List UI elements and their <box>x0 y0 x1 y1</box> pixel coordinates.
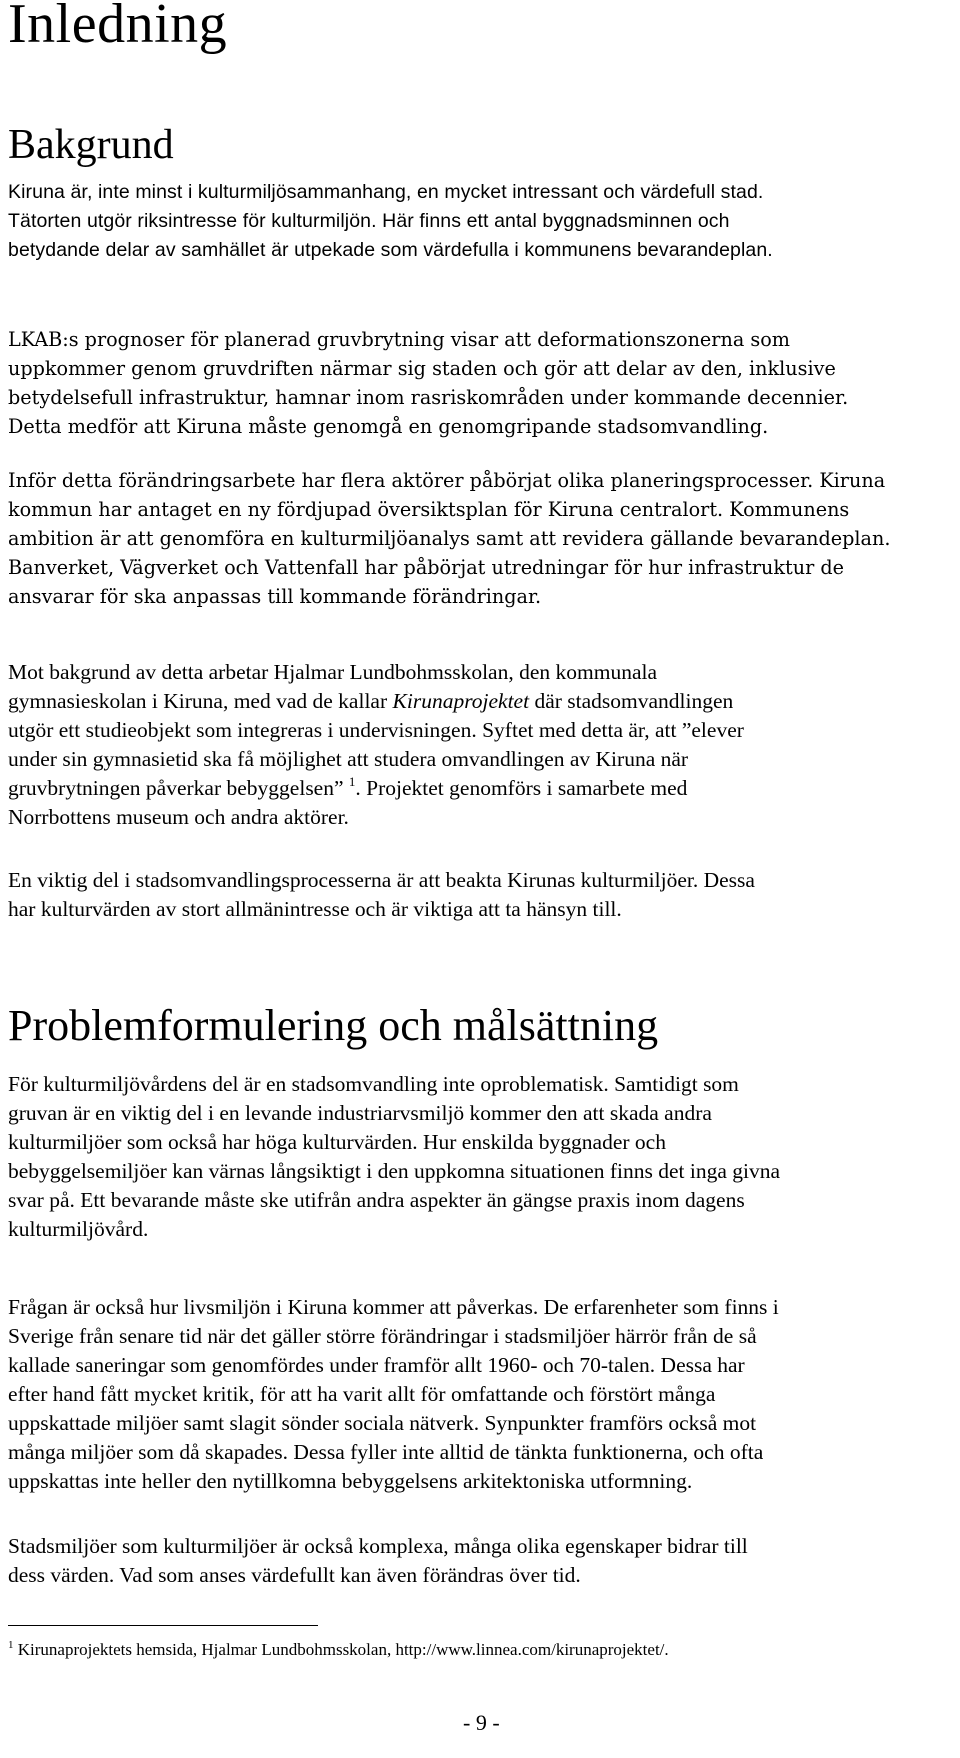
text-line: Mot bakgrund av detta arbetar Hjalmar Lundbohmsskolan, den kommunala <box>8 660 658 684</box>
paragraph-bakgrund-1 <box>8 178 958 265</box>
section-heading-bakgrund: Bakgrund <box>8 122 174 168</box>
text-line: Tätorten utgör riksintresse för kulturmiljön. Här finns ett antal byggnadsminnen och <box>8 210 730 232</box>
text-line: många miljöer som då skapades. Dessa fyller inte alltid de tänkta funktionerna, och ofta <box>8 1440 764 1464</box>
text-line: Inför detta förändringsarbete har flera aktörer påbörjat olika planeringsprocesser. Kiruna <box>8 469 886 492</box>
paragraph-bakgrund-3 <box>8 466 958 611</box>
text-line: gruvan är en viktig del i en levande industriarvsmiljö kommer den att skada andra <box>8 1101 712 1125</box>
footnote-reference[interactable]: 1 <box>348 774 356 789</box>
page-number: - 9 - <box>463 1710 500 1735</box>
text-line <box>8 774 958 803</box>
paragraph-problem-1 <box>8 1070 958 1244</box>
text-line: kulturmiljöer som också har höga kulturvärden. Hur enskilda byggnader och <box>8 1130 666 1154</box>
paragraph-bakgrund-5 <box>8 866 958 924</box>
paragraph-problem-2 <box>8 1293 958 1496</box>
text-line: bebyggelsemiljöer kan värnas långsiktigt i den uppkomna situationen finns det inga givna <box>8 1159 781 1183</box>
text-line: efter hand fått mycket kritik, för att ha varit allt för omfattande och förstört många <box>8 1382 716 1406</box>
text-segment: gruvbrytningen påverkar bebyggelsen” <box>8 776 349 800</box>
section-heading-problem: Problemformulering och målsättning <box>8 1001 659 1050</box>
text-line: ansvarar för ska anpassas till kommande förändringar. <box>8 585 542 608</box>
text-line: betydande delar av samhället är utpekade som värdefulla i kommunens bevarandeplan. <box>8 239 773 261</box>
paragraph-bakgrund-4 <box>8 658 958 832</box>
text-line: Norrbottens museum och andra aktörer. <box>8 805 349 829</box>
text-line: Stadsmiljöer som kulturmiljöer är också komplexa, många olika egenskaper bidrar till <box>8 1534 748 1558</box>
footnote-text[interactable]: Kirunaprojektets hemsida, Hjalmar Lundbohmsskolan, http://www.linnea.com/kirunaprojektet/. <box>17 1640 669 1659</box>
footnote-marker: 1 <box>8 1639 14 1651</box>
text-line: Frågan är också hur livsmiljön i Kiruna kommer att påverkas. De erfarenheter som finns i <box>8 1295 779 1319</box>
text-line: kommun har antaget en ny fördjupad översiktsplan för Kiruna centralort. Kommunens <box>8 498 850 521</box>
text-line: dess värden. Vad som anses värdefullt kan även förändras över tid. <box>8 1563 581 1587</box>
text-segment: där stadsomvandlingen <box>529 689 734 713</box>
footnote-separator <box>8 1625 318 1626</box>
footnote <box>8 1638 669 1662</box>
text-segment: gymnasieskolan i Kiruna, med vad de kallar <box>8 689 393 713</box>
text-line: uppskattas inte heller den nytillkomna bebyggelsens arkitektoniska utformning. <box>8 1469 693 1493</box>
text-line <box>8 687 958 716</box>
text-line: betydelsefull infrastruktur, hamnar inom rasriskområden under kommande decennier. <box>8 386 849 409</box>
text-line: ambition är att genomföra en kulturmiljöanalys samt att revidera gällande bevarandeplan. <box>8 527 891 550</box>
text-line: har kulturvärden av stort allmänintresse och är viktiga att ta hänsyn till. <box>8 897 622 921</box>
text-line: För kulturmiljövårdens del är en stadsomvandling inte oproblematisk. Samtidigt som <box>8 1072 739 1096</box>
text-line: svar på. Ett bevarande måste ske utifrån andra aspekter än gängse praxis inom dagens <box>8 1188 745 1212</box>
text-line: Kiruna är, inte minst i kulturmiljösammanhang, en mycket intressant och värdefull stad. <box>8 181 764 203</box>
text-line: Detta medför att Kiruna måste genomgå en genomgripande stadsomvandling. <box>8 415 769 438</box>
text-line: kallade saneringar som genomfördes under framför allt 1960- och 70-talen. Dessa har <box>8 1353 745 1377</box>
page-title: Inledning <box>8 0 228 55</box>
text-line: utgör ett studieobjekt som integreras i undervisningen. Syftet med detta är, att ”elever <box>8 718 744 742</box>
text-line: Sverige från senare tid när det gäller större förändringar i stadsmiljöer härrör från de så <box>8 1324 757 1348</box>
text-line: LKAB:s prognoser för planerad gruvbrytning visar att deformationszonerna som <box>8 328 790 351</box>
text-line: under sin gymnasietid ska få möjlighet att studera omvandlingen av Kiruna när <box>8 747 689 771</box>
paragraph-bakgrund-2 <box>8 325 958 441</box>
text-line: Banverket, Vägverket och Vattenfall har påbörjat utredningar för hur infrastruktur de <box>8 556 844 579</box>
project-name-emphasis: Kirunaprojektet <box>392 689 530 713</box>
paragraph-problem-3 <box>8 1532 958 1590</box>
text-line: kulturmiljövård. <box>8 1217 149 1241</box>
text-line: uppkommer genom gruvdriften närmar sig staden och gör att delar av den, inklusive <box>8 357 836 380</box>
text-line: uppskattade miljöer samt slagit sönder sociala nätverk. Synpunkter framförs också mot <box>8 1411 757 1435</box>
text-segment: . Projektet genomförs i samarbete med <box>355 776 688 800</box>
text-line: En viktig del i stadsomvandlingsprocesserna är att beakta Kirunas kulturmiljöer. Dessa <box>8 868 755 892</box>
